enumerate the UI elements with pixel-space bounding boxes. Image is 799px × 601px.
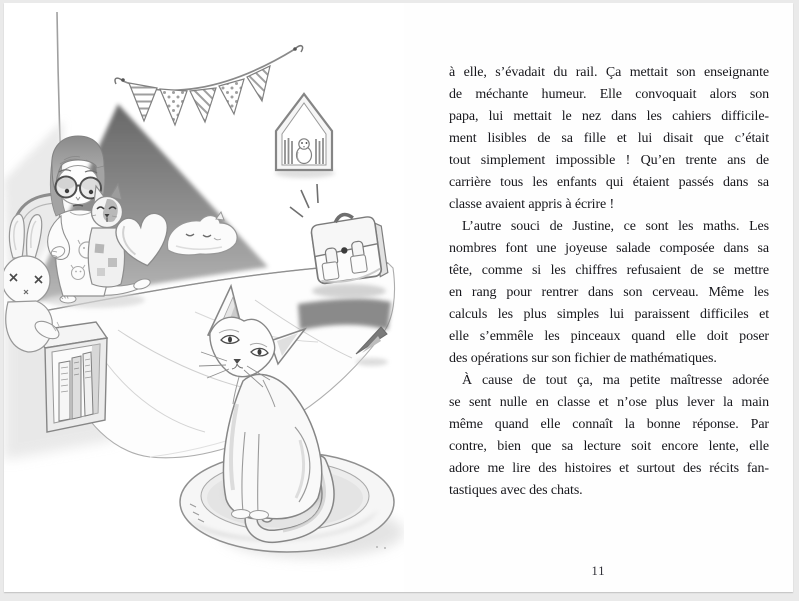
bird-figurine [297, 139, 312, 164]
text-line: adore me lire des histoires et surtout des récits fan- [449, 461, 769, 476]
body-text [449, 62, 769, 502]
books [59, 352, 93, 421]
text-line: calculs les plus simples lui paraissent difficiles et [449, 307, 769, 322]
emphasis-rays [290, 184, 318, 217]
paragraph [449, 370, 769, 502]
right-page [404, 3, 793, 592]
book-spread [4, 3, 793, 592]
text-line: elle s’emmêle les pinceaux quand elle doit poser [449, 329, 769, 344]
text-line: nombres font une joyeuse salade composée dans sa [449, 241, 769, 256]
text-line: des opérations sur son fichier de mathématiques. [449, 351, 717, 366]
page-number: 11 [591, 564, 606, 578]
house-shelf [275, 94, 335, 178]
text-line: tête, comme si les chiffres refusaient de se mettre [449, 263, 769, 278]
bedroom-illustration [4, 3, 404, 592]
text-line: ment lisibles de sa fille et lui disait que c’était [449, 131, 769, 146]
text-line: classe avaient appris à écrire ! [449, 197, 615, 212]
left-page [4, 3, 404, 592]
text-line: carrière tous les enfants qui étaient passés dans sa [449, 175, 769, 190]
text-line: tastiques avec des chats. [449, 483, 583, 498]
text-line: contre, bien que sa lecture soit encore lente, elle [449, 439, 769, 454]
paragraph [449, 216, 769, 370]
text-line: se sent nulle en classe et n’ose plus lever la main [449, 395, 769, 410]
text-line: même quand elle connaît la bonne réponse. Par [449, 417, 769, 432]
text-line: papa, lui mettait le nez dans les cahiers difficile- [449, 109, 769, 124]
pennant-flags [129, 66, 270, 125]
text-line: à elle, s’évadait du rail. Ça mettait son enseignante [449, 65, 769, 80]
text-line: L’autre souci de Justine, ce sont les maths. Les [462, 219, 769, 234]
paragraph [449, 62, 769, 216]
text-line: tout simplement impossible ! Qu’en trente ans de [449, 153, 769, 168]
text-line: de méchante humeur. Elle convoquait alors son [449, 87, 769, 102]
text-line: en rang pour rentrer dans son cerveau. Même les [449, 285, 769, 300]
pennant-banner [115, 46, 303, 125]
text-line: À cause de tout ça, ma petite maîtresse adorée [462, 373, 769, 388]
